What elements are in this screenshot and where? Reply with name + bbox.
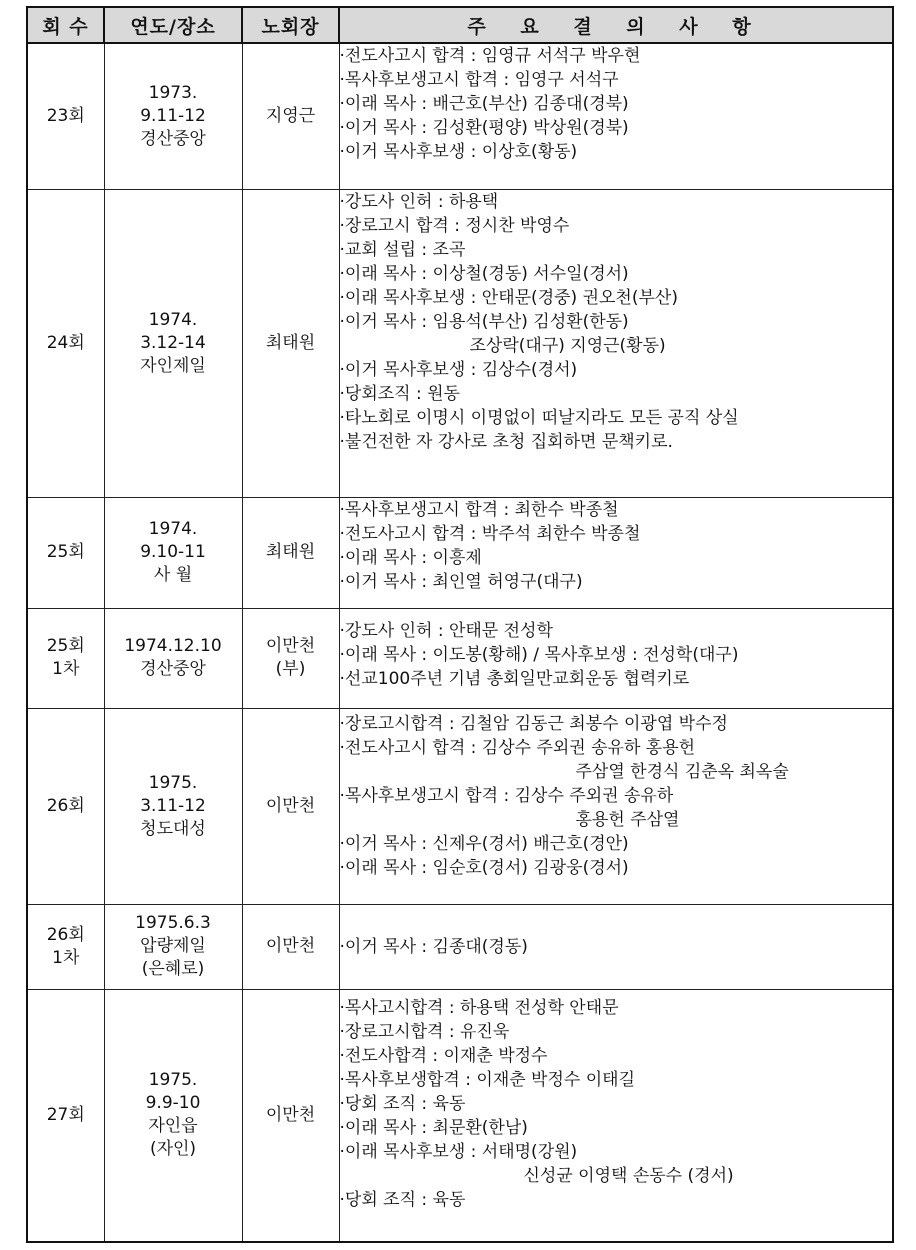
session-text: 27회 (46, 1104, 85, 1125)
decision-item: ·목사후보생고시 합격 : 임영구 서석구 (339, 70, 619, 90)
decision-item: ·강도사 인허 : 하용택 (339, 191, 499, 212)
decision-item: ·이거 목사 : 김종대(경동) (339, 936, 528, 957)
date-text: 9.10-11 (140, 542, 206, 562)
decision-item: ·이래 목사 : 이흥제 (339, 547, 482, 568)
session-text: 25회 (46, 542, 85, 562)
year-place-cell (104, 904, 242, 989)
decision-item: ·목사후보생고시 합격 : 최한수 박종철 (339, 499, 619, 520)
decision-item-continuation: 주삼열 한경식 김춘옥 최옥술 (575, 761, 789, 782)
table-row (27, 497, 893, 608)
place-text: 사 월 (153, 565, 193, 585)
place-text: 압량제일 (140, 936, 206, 956)
year-place-cell (104, 708, 242, 904)
decision-item: ·이래 목사 : 이도봉(황해) / 목사후보생 : 전성학(대구) (339, 644, 739, 665)
decision-item: ·이거 목사후보생 : 이상호(황동) (339, 142, 578, 162)
year-place-cell (104, 989, 242, 1242)
year-text: 1974. (148, 519, 198, 539)
decision-item: ·선교100주년 기념 총회일만교회운동 협력키로 (339, 668, 690, 689)
year-place-cell (104, 608, 242, 708)
decision-item: ·이래 목사후보생 : 서태명(강원) (339, 1141, 578, 1162)
table-row (27, 608, 893, 708)
decision-item: ·이거 목사 : 최인열 허영구(대구) (339, 571, 583, 592)
decision-item: ·당회 조직 : 육동 (339, 1189, 466, 1210)
decisions-cell (339, 608, 893, 708)
decision-item: ·이거 목사 : 신제우(경서) 배근호(경안) (339, 833, 629, 854)
decisions-cell (339, 708, 893, 904)
place-note: (자인) (149, 1139, 197, 1160)
decisions-cell (339, 497, 893, 608)
moderator-text: 이만천 (265, 795, 316, 816)
moderator-cell (242, 43, 339, 189)
year-place-cell (104, 497, 242, 608)
table-row (27, 989, 893, 1242)
decision-item-continuation: 신성균 이영택 손동수 (경서) (523, 1165, 734, 1186)
decision-item: ·이거 목사 : 임용석(부산) 김성환(한동) (339, 311, 629, 332)
year-text: 1975. (148, 772, 198, 793)
session-sub-text: 1차 (52, 947, 80, 968)
date-text: 1974.12.10 (124, 636, 222, 656)
decision-item-continuation: 조상락(대구) 지영근(황동) (469, 335, 666, 356)
place-text: 청도대성 (140, 818, 206, 839)
decision-item: ·장로고시합격 : 유진욱 (339, 1021, 510, 1042)
decision-item: ·강도사 인허 : 안태문 전성학 (339, 620, 553, 641)
session-text: 23회 (46, 105, 85, 126)
table-row (27, 708, 893, 904)
decision-item: ·불건전한 자 강사로 초청 집회하면 문책키로. (339, 431, 673, 452)
moderator-text: 최태원 (265, 542, 316, 562)
moderator-cell (242, 497, 339, 608)
session-cell (27, 989, 104, 1242)
header-decisions: 주 요 결 의 사 항 (339, 7, 893, 43)
decision-item: ·교회 설립 : 조곡 (339, 239, 466, 260)
header-moderator: 노회장 (242, 7, 339, 43)
year-text: 1974. (148, 309, 198, 330)
session-sub-text: 1차 (52, 659, 80, 679)
decision-item: ·이래 목사 : 임순호(경서) 김광웅(경서) (339, 857, 629, 878)
decision-item: ·이래 목사후보생 : 안태문(경중) 권오천(부산) (339, 287, 678, 308)
moderator-text: 이만천 (265, 936, 316, 956)
moderator-cell (242, 989, 339, 1242)
moderator-note: (부) (275, 659, 306, 679)
decision-item: ·장로고시합격 : 김철암 김동근 최봉수 이광엽 박수정 (339, 713, 728, 734)
session-cell (27, 497, 104, 608)
place-text: 자인제일 (140, 355, 206, 376)
decision-item: ·목사후보생합격 : 이재춘 박정수 이태길 (339, 1069, 635, 1090)
header-year-place: 연도/장소 (104, 7, 242, 43)
moderator-text: 지영근 (265, 105, 316, 126)
decision-item: ·전도사고시 합격 : 임영규 서석구 박우현 (339, 46, 641, 66)
decision-item: ·장로고시 합격 : 정시찬 박영수 (339, 215, 570, 236)
place-text: 자인읍 (148, 1116, 198, 1137)
date-text: 1975.6.3 (135, 913, 211, 933)
decision-item-continuation: 홍용헌 주삼열 (575, 809, 680, 830)
decisions-cell (339, 189, 893, 497)
moderator-cell (242, 608, 339, 708)
presbytery-minutes-table (26, 6, 894, 1243)
decision-item: ·당회조직 : 원동 (339, 383, 460, 404)
session-text: 26회 (46, 795, 85, 816)
place-text: 경산중앙 (140, 128, 206, 149)
session-cell (27, 608, 104, 708)
year-place-cell (104, 43, 242, 189)
session-cell (27, 904, 104, 989)
moderator-text: 이만천 (265, 636, 316, 656)
decision-item: ·이래 목사 : 이상철(경동) 서수일(경서) (339, 263, 629, 284)
moderator-text: 이만천 (265, 1104, 316, 1125)
date-text: 3.11-12 (140, 795, 206, 816)
session-text: 25회 (46, 636, 85, 656)
decision-item: ·이거 목사후보생 : 김상수(경서) (339, 359, 578, 380)
decision-item: ·이거 목사 : 김성환(평양) 박상원(경북) (339, 118, 629, 138)
session-cell (27, 708, 104, 904)
moderator-cell (242, 904, 339, 989)
place-text: 경산중앙 (140, 659, 206, 679)
place-note: (은혜로) (141, 959, 205, 979)
decision-item: ·전도사합격 : 이재춘 박정수 (339, 1045, 548, 1066)
header-session: 회 수 (27, 7, 104, 43)
table-row (27, 904, 893, 989)
decisions-cell (339, 43, 893, 189)
decisions-cell (339, 904, 893, 989)
decisions-cell (339, 989, 893, 1242)
decision-item: ·전도사고시 합격 : 박주석 최한수 박종철 (339, 523, 641, 544)
session-text: 26회 (46, 924, 85, 945)
date-text: 9.9-10 (145, 1093, 201, 1114)
table-row (27, 43, 893, 189)
moderator-text: 최태원 (265, 332, 316, 353)
year-text: 1975. (148, 1070, 198, 1091)
header-row (27, 7, 893, 43)
decision-item: ·전도사고시 합격 : 김상수 주외권 송유하 홍용헌 (339, 737, 696, 758)
table-row (27, 189, 893, 497)
decision-item: ·목사고시합격 : 하용택 전성학 안태문 (339, 997, 619, 1018)
session-text: 24회 (46, 332, 85, 353)
date-text: 3.12-14 (140, 332, 206, 353)
decision-item: ·이래 목사 : 최문환(한남) (339, 1117, 528, 1138)
session-cell (27, 43, 104, 189)
moderator-cell (242, 708, 339, 904)
decision-item: ·타노회로 이명시 이명없이 떠날지라도 모든 공직 상실 (339, 407, 739, 428)
moderator-cell (242, 189, 339, 497)
date-text: 9.11-12 (140, 105, 206, 126)
year-place-cell (104, 189, 242, 497)
decision-item: ·목사후보생고시 합격 : 김상수 주외권 송유하 (339, 785, 674, 806)
decision-item: ·이래 목사 : 배근호(부산) 김종대(경북) (339, 94, 629, 114)
session-cell (27, 189, 104, 497)
year-text: 1973. (148, 82, 198, 103)
decision-item: ·당회 조직 : 육동 (339, 1093, 466, 1114)
